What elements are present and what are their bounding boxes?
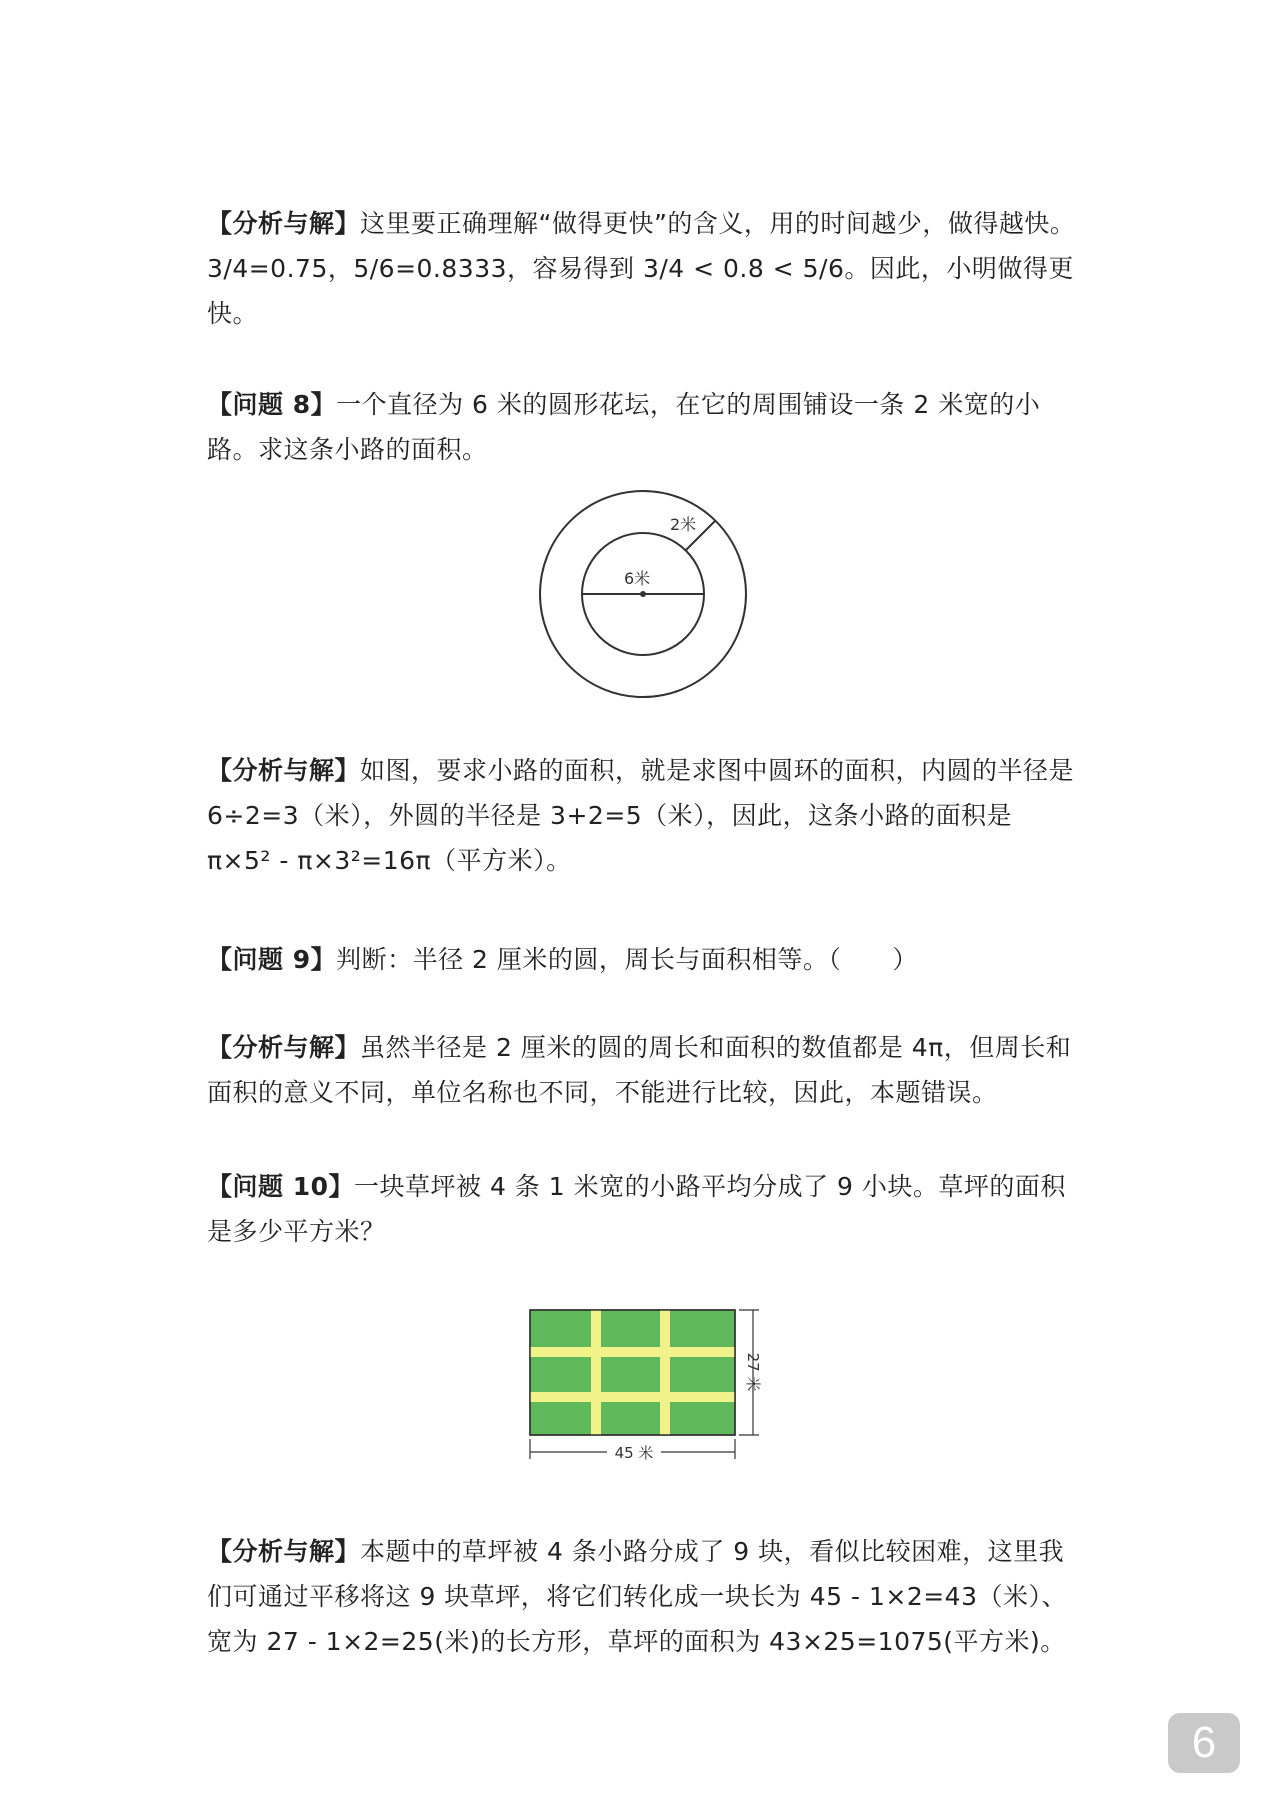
- page-number-badge: 6: [1168, 1713, 1240, 1773]
- lawn-figure: [515, 1305, 765, 1475]
- question-8-tag: 【问题 8】: [207, 390, 337, 419]
- answer-8-tag: 【分析与解】: [207, 756, 361, 785]
- question-10-text: 一块草坪被 4 条 1 米宽的小路平均分成了 9 小块。草坪的面积是多少平方米？: [207, 1172, 1066, 1246]
- vertical-path-1: [591, 1310, 601, 1435]
- answer-9-paragraph: [207, 1025, 1077, 1115]
- question-8-paragraph: [207, 382, 1077, 472]
- answer-7-text: 这里要正确理解“做得更快”的含义，用的时间越少，做得越快。3/4=0.75，5/6=0.8333，容易得到 3/4 < 0.8 < 5/6。因此，小明做得更快。: [207, 209, 1076, 328]
- answer-10-paragraph: [207, 1529, 1077, 1664]
- answer-8-text: 如图，要求小路的面积，就是求图中圆环的面积，内圆的半径是 6÷2=3（米），外圆的半径是 3+2=5（米），因此，这条小路的面积是 π×5² - π×3²=16π（平方米）。: [207, 756, 1075, 875]
- answer-10-tag: 【分析与解】: [207, 1537, 361, 1566]
- answer-9-tag: 【分析与解】: [207, 1033, 361, 1062]
- question-9-paragraph: [207, 937, 1077, 982]
- question-10-paragraph: [207, 1164, 1077, 1254]
- answer-10-text: 本题中的草坪被 4 条小路分成了 9 块，看似比较困难，这里我们可通过平移将这 9 块草坪，将它们转化成一块长为 45 - 1×2=43（米）、宽为 27 - 1×2=25(米)的长方形，草坪的面积为 43×25=1075(平方米)。: [207, 1537, 1067, 1656]
- horizontal-path-1: [530, 1347, 735, 1357]
- ring-figure: [520, 480, 760, 710]
- vertical-path-2: [660, 1310, 670, 1435]
- question-8-text: 一个直径为 6 米的圆形花坛，在它的周围铺设一条 2 米宽的小路。求这条小路的面积。: [207, 390, 1041, 464]
- answer-9-text: 虽然半径是 2 厘米的圆的周长和面积的数值都是 4π，但周长和面积的意义不同，单位名称也不同，不能进行比较，因此，本题错误。: [207, 1033, 1072, 1107]
- width-label: 45 米: [614, 1444, 654, 1462]
- center-dot: [640, 591, 646, 597]
- horizontal-path-2: [530, 1392, 735, 1402]
- answer-8-paragraph: [207, 748, 1077, 883]
- answer-7-tag: 【分析与解】: [207, 209, 361, 238]
- question-10-tag: 【问题 10】: [207, 1172, 354, 1201]
- question-9-tag: 【问题 9】: [207, 945, 337, 974]
- inner-diameter-label: 6米: [624, 569, 651, 588]
- question-9-text: 判断：半径 2 厘米的圆，周长与面积相等。（ ）: [336, 945, 918, 974]
- height-label: 27 米: [744, 1352, 762, 1392]
- lawn-background: [530, 1310, 735, 1435]
- path-width-label: 2米: [670, 515, 697, 534]
- answer-7-paragraph: [207, 201, 1077, 336]
